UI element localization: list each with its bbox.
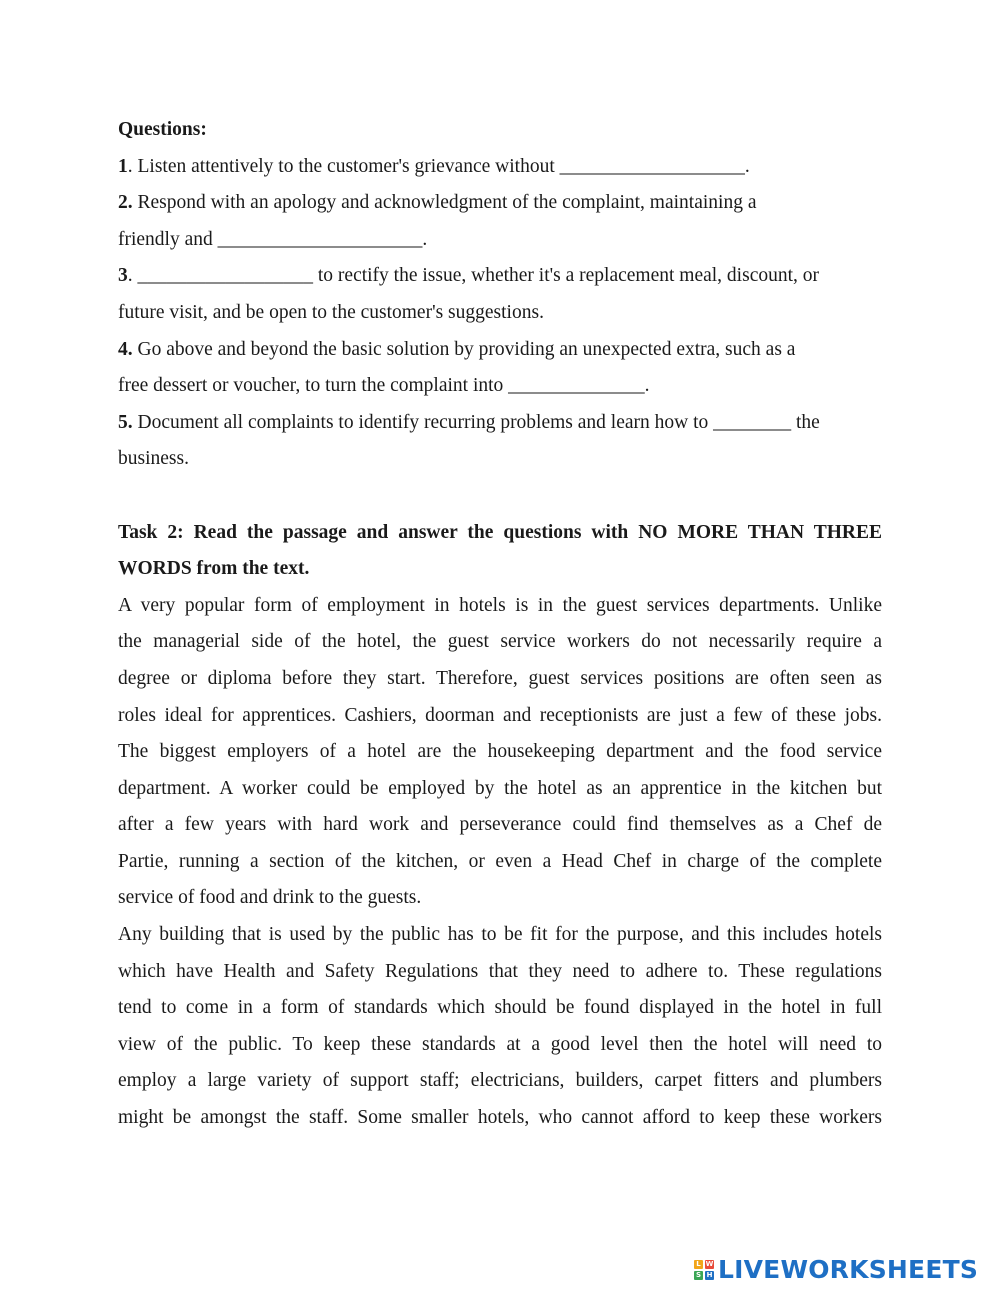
task-2-heading: Task 2: Read the passage and answer the questions with NO MORE THAN THREE [118,521,882,543]
question-text: Go above and beyond the basic solution by providing an unexpected extra, such as a [132,338,796,360]
passage-line: Any building that is used by the public has to be fit for the purpose, and this includes hotels [118,924,882,946]
logo-mark-square: W [705,1260,714,1268]
task-2-heading-cont: WORDS from the text. [118,558,310,580]
question-2-line-1 [118,185,882,222]
passage-paragraph-1 [118,588,882,917]
passage-line: roles ideal for apprentices. Cashiers, doorman and receptionists are just a few of these jobs. [118,704,882,726]
passage-line: department. A worker could be employed by the hotel as an apprentice in the kitchen but [118,777,882,799]
question-number: 3 [118,265,128,287]
question-text: . __________________ to rectify the issue, whether it's a replacement meal, discount, or [127,265,820,287]
question-number: 1 [118,155,128,177]
passage-line: service of food and drink to the guests. [118,887,422,909]
logo-mark-square: S [695,1271,702,1279]
question-5-line-2: business. [118,448,189,470]
question-number: 4. [118,338,133,360]
question-number: 2. [118,192,133,214]
section-spacer [118,478,882,515]
question-text: . Listen attentively to the customer's grievance without ___________________. [127,155,750,177]
liveworksheets-logo-text: LIVEWORKSHEETS [718,1255,979,1284]
liveworksheets-logo[interactable] [694,1253,994,1287]
question-number: 5. [118,411,133,433]
passage-line: A very popular form of employment in hotels is in the guest services departments. Unlike [118,594,882,616]
liveworksheets-logo-icon [694,1260,714,1280]
passage-line: the managerial side of the hotel, the guest service workers do not necessarily require a [118,631,882,653]
passage-line: which have Health and Safety Regulations that they need to adhere to. These regulations [118,960,882,982]
question-3-line-1 [118,258,882,295]
question-text: Document all complaints to identify recurring problems and learn how to ________ the [132,411,820,433]
question-1 [118,149,882,186]
question-text: Respond with an apology and acknowledgment of the complaint, maintaining a [132,192,757,214]
passage-line: after a few years with hard work and perseverance could find themselves as a Chef de [118,814,882,836]
passage-line: The biggest employers of a hotel are the housekeeping department and the food service [118,741,882,763]
passage-line: view of the public. To keep these standards at a good level then the hotel will need to [118,1033,882,1055]
passage-line: tend to come in a form of standards which should be found displayed in the hotel in full [118,997,882,1019]
question-2-line-2: friendly and _____________________. [118,228,428,250]
worksheet-page [118,112,882,1137]
questions-heading: Questions: [118,119,207,140]
passage-line: employ a large variety of support staff; electricians, builders, carpet fitters and plumbers [118,1070,882,1092]
passage-paragraph-2 [118,917,882,1137]
logo-mark-square: L [694,1260,703,1269]
question-3-line-2: future visit, and be open to the customer's suggestions. [118,301,544,323]
question-5-line-1 [118,405,882,442]
passage-line: degree or diploma before they start. Therefore, guest services positions are often seen as [118,667,882,689]
passage-line: might be amongst the staff. Some smaller hotels, who cannot afford to keep these workers [118,1107,882,1129]
question-4-line-1 [118,332,882,369]
question-4-line-2: free dessert or voucher, to turn the complaint into ______________. [118,375,650,397]
logo-mark-square: H [706,1271,713,1279]
passage-line: Partie, running a section of the kitchen, or even a Head Chef in charge of the complete [118,850,882,872]
